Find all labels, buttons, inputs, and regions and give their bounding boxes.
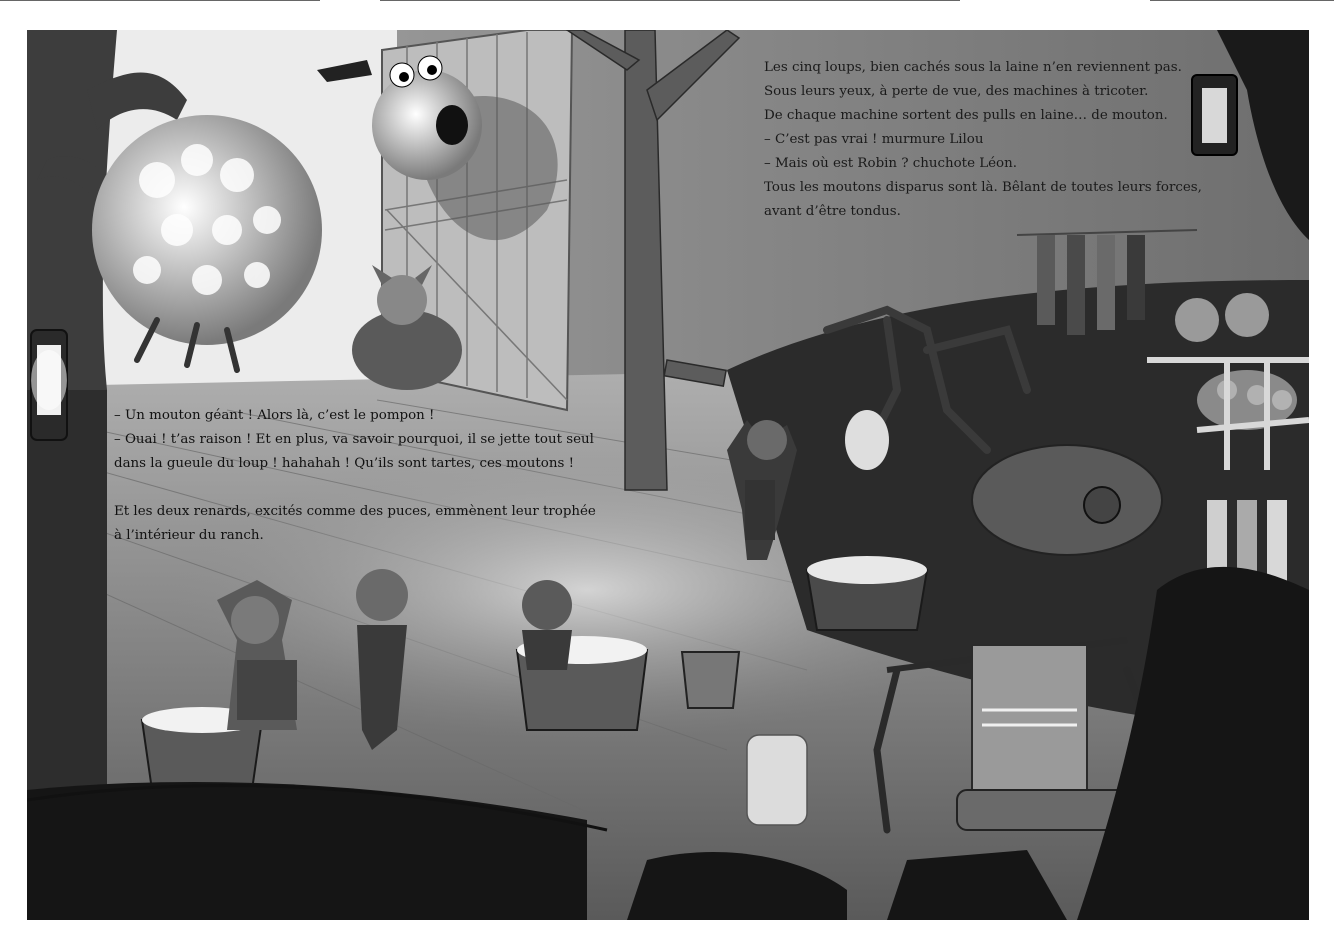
machine-wheel: [1084, 487, 1120, 523]
text-line: Les cinq loups, bien cachés sous la laine n’en reviennent pas.: [764, 60, 1182, 75]
narration-line: à l’intérieur du ranch.: [114, 528, 264, 543]
text-line: avant d’être tondus.: [764, 204, 901, 219]
washtub-icon: [807, 556, 927, 630]
crop-mark: [380, 0, 960, 1]
crop-mark: [1150, 0, 1334, 1]
crop-mark: [0, 0, 320, 1]
text-line: Tous les moutons disparus sont là. Bêlant de toutes leurs forces,: [764, 180, 1202, 195]
dialogue-line: dans la gueule du loup ! hahahah ! Qu’ils sont tartes, ces moutons !: [114, 456, 574, 471]
text-line: Sous leurs yeux, à perte de vue, des machines à tricoter.: [764, 84, 1149, 99]
text-line: De chaque machine sortent des pulls en laine… de mouton.: [764, 108, 1168, 123]
lantern-icon: [31, 330, 67, 440]
machine-body: [972, 445, 1162, 555]
story-text-right: [764, 56, 1202, 224]
story-text-left: [114, 404, 596, 548]
bucket-icon: [682, 652, 739, 708]
text-line: – Mais où est Robin ? chuchote Léon.: [764, 156, 1018, 171]
hanging-sheep-icon: [845, 410, 889, 470]
narration-line: Et les deux renards, excités comme des puces, emmènent leur trophée: [114, 504, 596, 519]
dialogue-line: – Un mouton géant ! Alors là, c’est le pompon !: [114, 408, 435, 423]
paragraph-gap: [114, 476, 596, 500]
text-line: – C’est pas vrai ! murmure Lilou: [764, 132, 984, 147]
dialogue-line: – Ouai ! t’as raison ! Et en plus, va savoir pourquoi, il se jette tout seul: [114, 432, 594, 447]
illustrated-spread: [27, 30, 1309, 920]
